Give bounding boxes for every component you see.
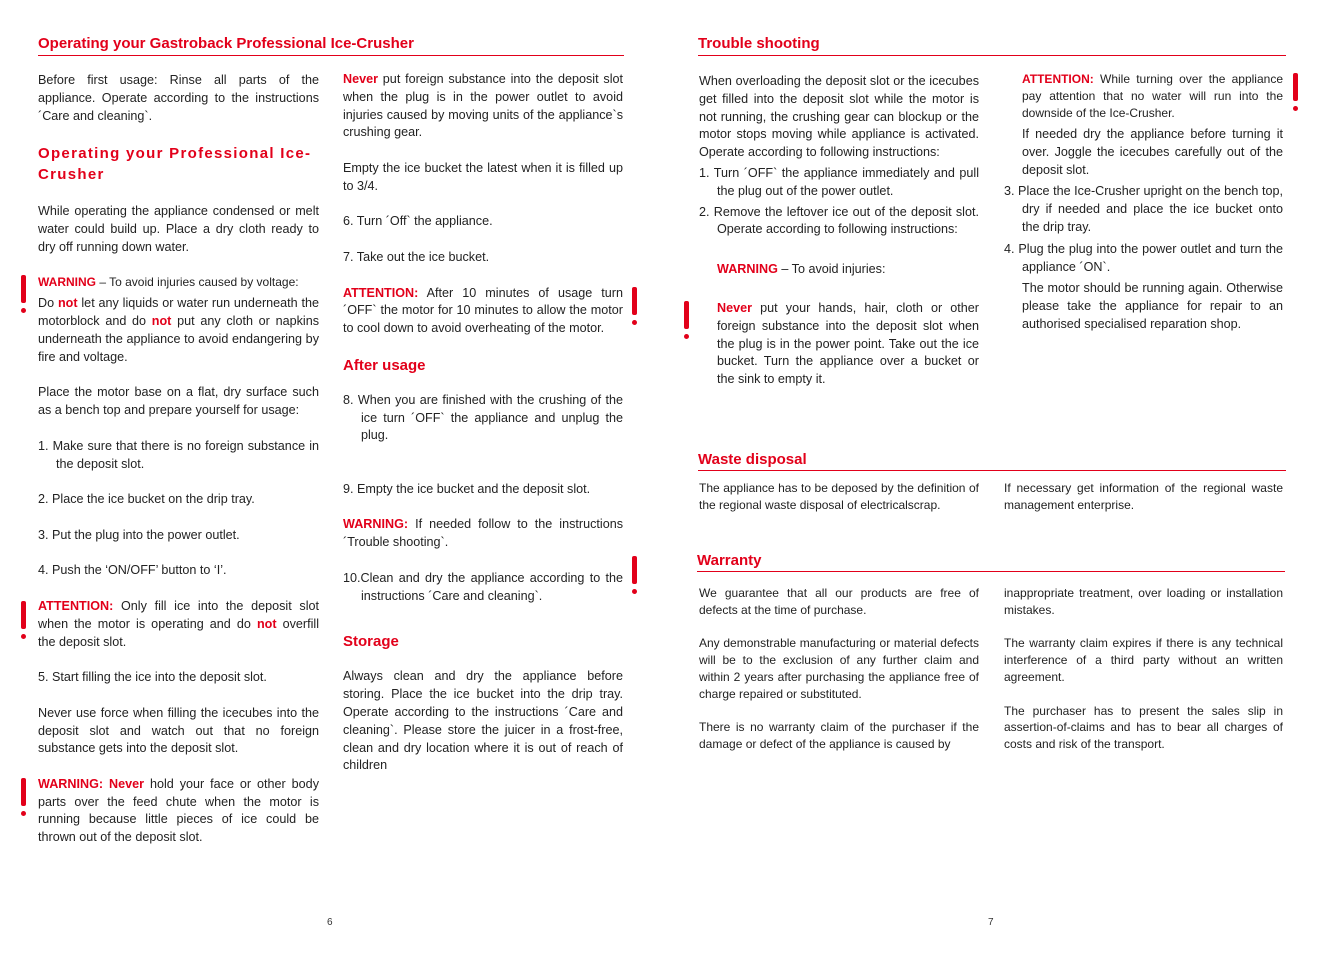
dry-appliance-paragraph: If needed dry the appliance before turning it over. Joggle the icecubes carefully out of the deposit slot.: [1022, 127, 1283, 177]
motor-running-paragraph: The motor should be running again. Otherwise please take the appliance for repair to an authorised specialised reparation shop.: [1022, 281, 1283, 331]
step-4: 4. Push the ‘ON/OFF’ button to ‘I’.: [38, 563, 227, 578]
trouble-never: Never put your hands, hair, cloth or other foreign substance into the deposit slot when the plug is in the power point. Take out the ice bucket. Turn the appliance over a bucket or the sink to empty it.: [717, 300, 979, 387]
page-number-right: 7: [988, 917, 994, 928]
trouble-step-3: 3. Place the Ice-Crusher upright on the bench top, dry if needed and place the ice bucket onto the drip tray.: [1004, 184, 1283, 234]
step-6: 6. Turn ´Off` the appliance.: [343, 214, 493, 229]
storage-text: Always clean and dry the appliance before storing. Place the ice bucket into the drip tray. Operate according to the instructions ´Care and cleaning`. Please store the juicer in a frost-free, clean and dry location where it is out of reach of children: [343, 669, 623, 773]
warning-face: WARNING: Never hold your face or other body parts over the feed chute when the motor is running because little pieces of ice could be thrown out of the deposit slot.: [38, 776, 319, 845]
exclamation-icon: [1291, 73, 1301, 113]
exclamation-icon: [19, 778, 29, 818]
attention-fill-ice: ATTENTION: Only fill ice into the deposit slot when the motor is operating and do not overfill the deposit slot.: [38, 598, 319, 649]
section-title-trouble: Trouble shooting: [698, 35, 820, 52]
attention-cool-down: ATTENTION: After 10 minutes of usage turn ´OFF` the motor for 10 minutes to allow the motor to cool down to avoid overheating of the motor.: [343, 285, 623, 336]
intro-paragraph: Before first usage: Rinse all parts of the appliance. Operate according to the instructions ´Care and cleaning`.: [38, 73, 319, 123]
trouble-step-2: 2. Remove the leftover ice out of the deposit slot. Operate according to following instructions:: [699, 204, 979, 237]
right-column-2: [1004, 71, 1283, 352]
trouble-intro: When overloading the deposit slot or the icecubes get filled into the deposit slot while the motor is not running, the crushing gear can blockup or the motor stops moving while appliance is activated. Operate according to following instructions:: [699, 74, 979, 160]
storage-heading: Storage: [343, 633, 399, 651]
section-title-operating: Operating your Gastroback Professional Ice-Crusher: [38, 35, 414, 52]
right-column-1: [699, 73, 979, 407]
waste-left-text: The appliance has to be deposed by the definition of the regional waste disposal of electricalscrap.: [699, 481, 979, 512]
exclamation-icon: [630, 287, 640, 327]
warranty-sales-slip: The purchaser has to present the sales slip in assertion-of-claims and has to bear all charges of costs and risk of the transport.: [1004, 703, 1283, 752]
warranty-right-column: [1004, 585, 1283, 770]
warranty-defects: Any demonstrable manufacturing or material defects will be to the exclusion of any further claim and within 2 years after purchasing the appliance free of charge repaired or substituted.: [699, 636, 979, 701]
warranty-guarantee: We guarantee that all our products are free of defects at the time of purchase.: [699, 586, 979, 617]
title-rule: [697, 571, 1285, 572]
after-usage-heading: After usage: [343, 356, 426, 374]
exclamation-icon: [19, 601, 29, 641]
step-3: 3. Put the plug into the power outlet.: [38, 527, 240, 542]
warning-voltage-heading: WARNING – To avoid injuries caused by voltage:: [38, 275, 299, 290]
exclamation-icon: [19, 275, 29, 315]
condensed-water-paragraph: While operating the appliance condensed or melt water could build up. Place a dry cloth ready to dry off running down water.: [38, 204, 319, 254]
warranty-no-claim: There is no warranty claim of the purchaser if the damage or defect of the appliance is caused by: [699, 720, 979, 752]
warranty-treatment: inappropriate treatment, over loading or installation mistakes.: [1004, 586, 1283, 617]
title-rule: [698, 470, 1286, 471]
section-title-warranty: Warranty: [697, 552, 762, 569]
section-title-waste: Waste disposal: [698, 451, 807, 468]
warning-trouble-shooting: WARNING: If needed follow to the instructions ´Trouble shooting`.: [343, 517, 623, 550]
waste-right-text: If necessary get information of the regional waste management enterprise.: [1004, 481, 1283, 512]
step-9: 9. Empty the ice bucket and the deposit slot.: [343, 481, 591, 496]
never-foreign-substance: Never put foreign substance into the deposit slot when the plug is in the power outlet to avoid injuries caused by moving units of the appliance`s crushing gear.: [343, 72, 623, 140]
trouble-step-4: 4. Plug the plug into the power outlet and turn the appliance ´ON`.: [1004, 241, 1283, 274]
trouble-step-1: 1. Turn ´OFF` the appliance immediately and pull the plug out of the power outlet.: [699, 165, 979, 198]
left-column-1: [38, 72, 319, 865]
step-1: 1. Make sure that there is no foreign substance in the deposit slot.: [38, 438, 319, 471]
step-5: 5. Start filling the ice into the deposit slot.: [38, 670, 267, 685]
never-force-paragraph: Never use force when filling the icecubes into the deposit slot and watch out that no foreign substance gets into the deposit slot.: [38, 705, 319, 756]
trouble-attention: ATTENTION: While turning over the appliance pay attention that no water will run into the downside of the Ice-Crusher.: [1022, 72, 1283, 120]
step-8: 8. When you are finished with the crushing of the ice turn ´OFF` the appliance and unplug the plug.: [343, 392, 623, 443]
exclamation-icon: [630, 556, 640, 596]
warranty-left-column: [699, 585, 979, 770]
step-7: 7. Take out the ice bucket.: [343, 249, 490, 264]
exclamation-icon: [682, 301, 692, 341]
title-rule: [38, 55, 624, 56]
place-motor-paragraph: Place the motor base on a flat, dry surface such as a bench top and prepare yourself for usage:: [38, 385, 319, 418]
step-10: 10.Clean and dry the appliance according to the instructions ´Care and cleaning`.: [343, 570, 623, 603]
left-column-2: [343, 71, 623, 793]
warranty-expires: The warranty claim expires if there is any technical interference of a third party without an written agreement.: [1004, 636, 1283, 684]
title-rule: [698, 55, 1286, 56]
step-2: 2. Place the ice bucket on the drip tray.: [38, 492, 255, 507]
empty-bucket-paragraph: Empty the ice bucket the latest when it is filled up to 3/4.: [343, 160, 623, 193]
page-number-left: 6: [327, 917, 333, 928]
trouble-warning: WARNING – To avoid injuries:: [717, 262, 886, 277]
warning-voltage-text: Do not let any liquids or water run underneath the motorblock and do not put any cloth or napkins underneath the appliance to avoid endangering by fire and voltage.: [38, 296, 320, 364]
subheading-operating: Operating your Professional Ice-Crusher: [38, 145, 312, 184]
